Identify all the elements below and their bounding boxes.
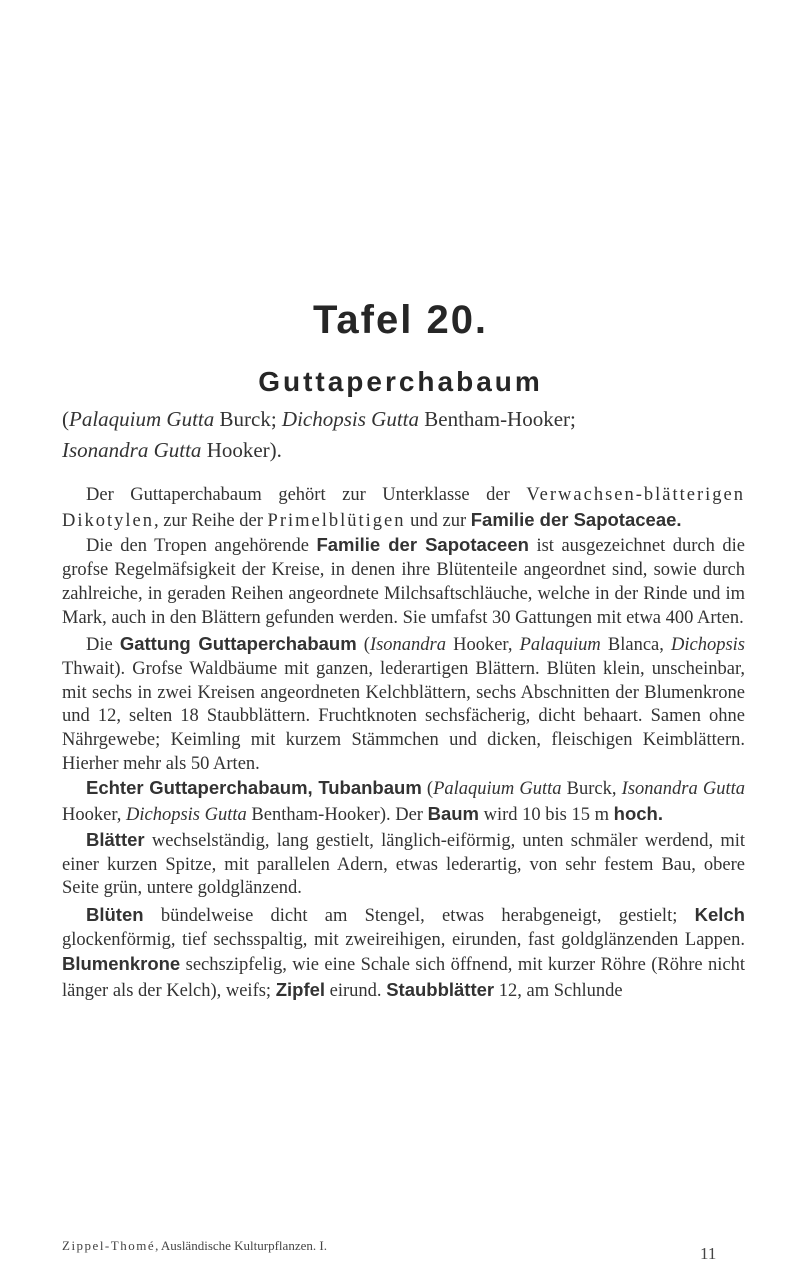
footer-title: , Ausländische Kulturpflanzen. I. <box>155 1238 327 1253</box>
synonym-author: Hooker). <box>201 438 282 462</box>
italic-name: Isonandra Gutta <box>621 779 745 800</box>
bold-term: Familie der Sapotaceen <box>316 534 529 556</box>
bold-term: hoch. <box>613 803 663 825</box>
italic-name: Dichopsis Gutta <box>126 805 247 826</box>
synonym-author: Burck; <box>214 407 282 431</box>
text-run: Bentham-Hooker). Der <box>246 805 428 826</box>
text-run: sechszipfelig, wie eine Schale sich öffnend, mit kurzer Röhre (Röhre nicht länger als der Kelch), weifs; <box>62 955 745 1002</box>
synonym-list <box>62 404 742 466</box>
text-run: Thwait). Grofse Waldbäume mit ganzen, lederartigen Blättern. Blüten klein, unscheinbar, mit sechs in zwei Kreisen angeordneten Kelchblättern, sechs Abschnitten der Blumenkrone und 12, selten 18 Staubblättern. Fruchtknoten sechsfächerig, dicht behaart. Samen ohne Nährgewebe; Keimling mit kurzem Stämmchen und dicken, fleischigen Keimblättern. Hierher mehr als 50 Arten. <box>62 658 745 774</box>
bold-term: Echter Guttaperchabaum, Tubanbaum <box>86 777 422 799</box>
paragraph-flowers <box>62 903 745 1004</box>
text-run: glockenförmig, tief sechsspaltig, mit zweireihigen, eirunden, fast goldglänzenden Lappen. <box>62 929 745 950</box>
bold-term: Kelch <box>694 903 745 925</box>
text-run: Der Guttaperchabaum gehört zur Unterklasse der <box>86 485 527 505</box>
bold-term: Gattung Guttaperchabaum <box>119 633 357 655</box>
italic-name: Palaquium <box>519 635 601 656</box>
bold-term: Baum <box>427 803 479 825</box>
text-run: ( <box>421 779 434 800</box>
bold-term: Blüten <box>86 903 144 925</box>
paragraph-classification <box>62 484 745 533</box>
text-run: Hooker, <box>62 805 126 826</box>
text-run: bündelweise dicht am Stengel, etwas herabgeneigt, gestielt; <box>143 905 695 926</box>
text-run: wird 10 bis 15 m <box>479 805 614 826</box>
footer-author: Zippel-Thomé <box>62 1238 156 1253</box>
paragraph-leaves <box>62 828 745 901</box>
italic-name: Dichopsis <box>670 635 745 656</box>
text-run: eirund. <box>325 981 387 1002</box>
synonym-name: Isonandra Gutta <box>62 438 202 462</box>
bold-term: Zipfel <box>275 979 326 1001</box>
bold-term: Staubblätter <box>386 979 495 1001</box>
synonym-name: Dichopsis Gutta <box>281 407 419 431</box>
italic-name: Isonandra <box>369 635 446 656</box>
species-title: Guttaperchabaum <box>258 366 543 397</box>
bold-term: Familie der Sapotaceae. <box>470 508 682 530</box>
text-run: Die <box>86 635 120 656</box>
bold-term: Blumenkrone <box>62 953 181 975</box>
text-run: und zur <box>405 510 471 531</box>
italic-name: Palaquium Gutta <box>433 779 562 800</box>
paragraph-family <box>62 533 745 630</box>
text-run: Burck, <box>561 779 622 800</box>
text-run: Hooker, <box>446 635 520 656</box>
spaced-term: Verwachsen-blätterigen Dikotylen <box>62 485 745 531</box>
text-run: ( <box>356 635 370 656</box>
spaced-term: Primelblütigen <box>267 510 406 531</box>
page-number: 11 <box>700 1244 717 1263</box>
text-run: Die den Tropen angehörende <box>86 536 317 557</box>
synonym-open: ( <box>62 407 69 431</box>
text-run: ist ausgezeichnet durch die grofse Regelmäfsigkeit der Kreise, in denen ihre Blütenteile angeordnet sind, sowie durch zahlreiche, in geraden Reihen angeordnete Milchsaftschläuche, welche in der Rinde und im Mark, auch in den Blättern gefunden werden. Sie umfafst 30 Gattungen mit etwa 400 Arten. <box>62 536 745 628</box>
paragraph-species <box>62 776 745 827</box>
text-run: , zur Reihe der <box>154 510 268 531</box>
synonym-author: Bentham-Hooker; <box>419 407 576 431</box>
synonym-name: Palaquium Gutta <box>69 407 215 431</box>
footer-citation <box>62 1238 327 1254</box>
text-run: Blanca, <box>600 635 671 656</box>
bold-term: Blätter <box>86 828 145 850</box>
text-run: wechselständig, lang gestielt, länglich-eiförmig, unten schmäler werdend, mit einer kurzen Spitze, mit parallelen Adern, etwas lederartig, von sehr festem Bau, obere Seite grün, untere goldglänzend. <box>62 830 745 899</box>
paragraph-genus <box>62 632 745 776</box>
body-text <box>62 484 745 1004</box>
plate-title: Tafel 20. <box>312 298 489 342</box>
text-run: 12, am Schlunde <box>494 981 623 1002</box>
